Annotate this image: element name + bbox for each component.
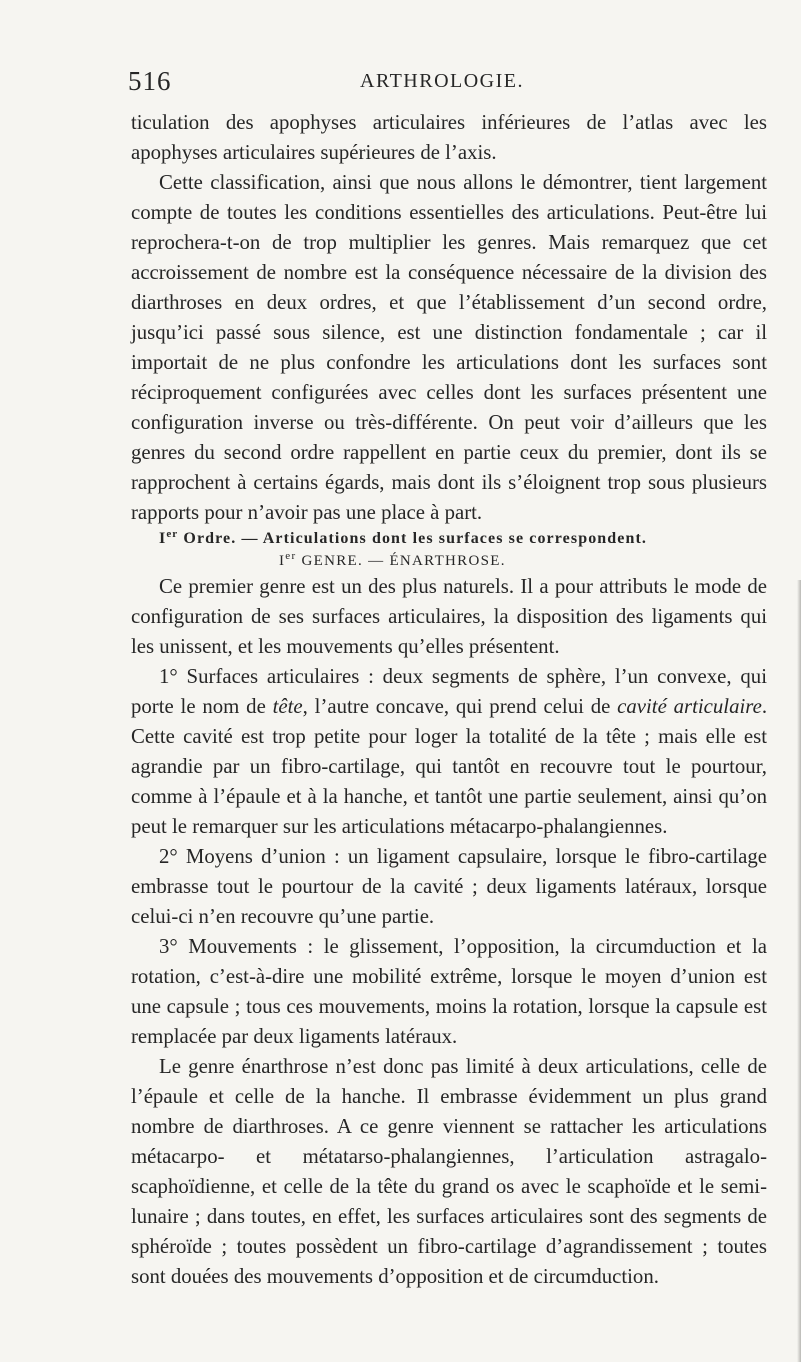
page-number: 516	[128, 66, 172, 96]
order-number-suffix: er	[166, 528, 179, 540]
genre-title: GENRE. — ÉNARTHROSE.	[296, 553, 506, 569]
order-title: Ordre. — Articulations dont les surfaces se correspondent.	[178, 530, 648, 547]
genre-number: I	[279, 553, 286, 569]
union-means-paragraph: 2° Moyens d’union : un ligament capsulaire, lorsque le fibro-cartilage embrasse tout le pourtour de la cavité ; deux ligaments latéraux, lorsque celui-ci n’en recouvre qu’une partie.	[131, 845, 767, 928]
genre-heading	[131, 550, 767, 572]
surfaces-text-3: . Cette cavité est trop petite pour loger la totalité de la tête ; mais elle est agrandie par un fibro-cartilage, qui tantôt en recouvre tout le pourtour, comme à l’épaule et à la hanche, et tantôt une partie seulement, ainsi qu’on peut le remarquer sur les articulations métacarpo-phalangiennes.	[131, 695, 768, 838]
genre-intro-paragraph: Ce premier genre est un des plus naturels. Il a pour attributs le mode de configuration de ses surfaces articulaires, la disposition des ligaments qui les unissent, et les mouvements qu’elles présentent.	[131, 575, 767, 658]
term-cavite-articulaire: cavité articulaire	[617, 695, 762, 718]
continued-paragraph: ticulation des apophyses articulaires inférieures de l’atlas avec les apophyses articulaires supérieures de l’axis.	[131, 111, 767, 164]
page-edge-shadow	[797, 580, 801, 1362]
running-head: ARTHROLOGIE.	[360, 70, 525, 92]
order-number: I	[159, 530, 167, 547]
movements-paragraph: 3° Mouvements : le glissement, l’opposition, la circumduction et la rotation, c’est-à-dire une mobilité extrême, lorsque le moyen d’union est une capsule ; tous ces mouvements, moins la rotation, lorsque la capsule est remplacée par deux ligaments latéraux.	[131, 935, 767, 1048]
order-heading	[131, 528, 767, 550]
surfaces-text-2: , l’autre concave, qui prend celui de	[302, 695, 618, 718]
classification-paragraph: Cette classification, ainsi que nous allons le démontrer, tient largement compte de toutes les conditions essentielles des articulations. Peut-être lui reprochera-t-on de trop multiplier les genres. Mais remarquez que cet accroissement de nombre est la conséquence nécessaire de la division des diarthroses en deux ordres, et que l’établissement d’un second ordre, jusqu’ici passé sous silence, est une distinction fondamentale ; car il importait de ne plus confondre les articulations dont les surfaces sont réciproquement configurées avec celles dont les surfaces présentent une configuration inverse ou très-différente. On peut voir d’ailleurs que les genres du second ordre rappellent en partie ceux du premier, dont ils se rapprochent à certains égards, mais dont ils s’éloignent trop sous plusieurs rapports pour n’avoir pas une place à part.	[131, 171, 767, 524]
articular-surfaces-paragraph	[131, 662, 767, 842]
term-tete: tête	[272, 695, 303, 718]
genre-scope-paragraph: Le genre énarthrose n’est donc pas limité à deux articulations, celle de l’épaule et celle de la hanche. Il embrasse évidemment un plus grand nombre de diarthroses. A ce genre viennent se rattacher les articulations métacarpo- et métatarso-phalangiennes, l’articulation astragalo-scaphoïdienne, et celle de la tête du grand os avec le scaphoïde et le semi-lunaire ; dans toutes, en effet, les surfaces articulaires sont des segments de sphéroïde ; toutes possèdent un fibro-cartilage d’agrandissement ; toutes sont douées des mouvements d’opposition et de circumduction.	[131, 1055, 767, 1288]
surfaces-text-1: 1° Surfaces articulaires : deux segments de sphère, l’un convexe, qui porte le nom de	[131, 665, 767, 718]
page-header	[128, 66, 768, 100]
body-text	[131, 108, 767, 1292]
genre-number-suffix: er	[285, 550, 297, 562]
